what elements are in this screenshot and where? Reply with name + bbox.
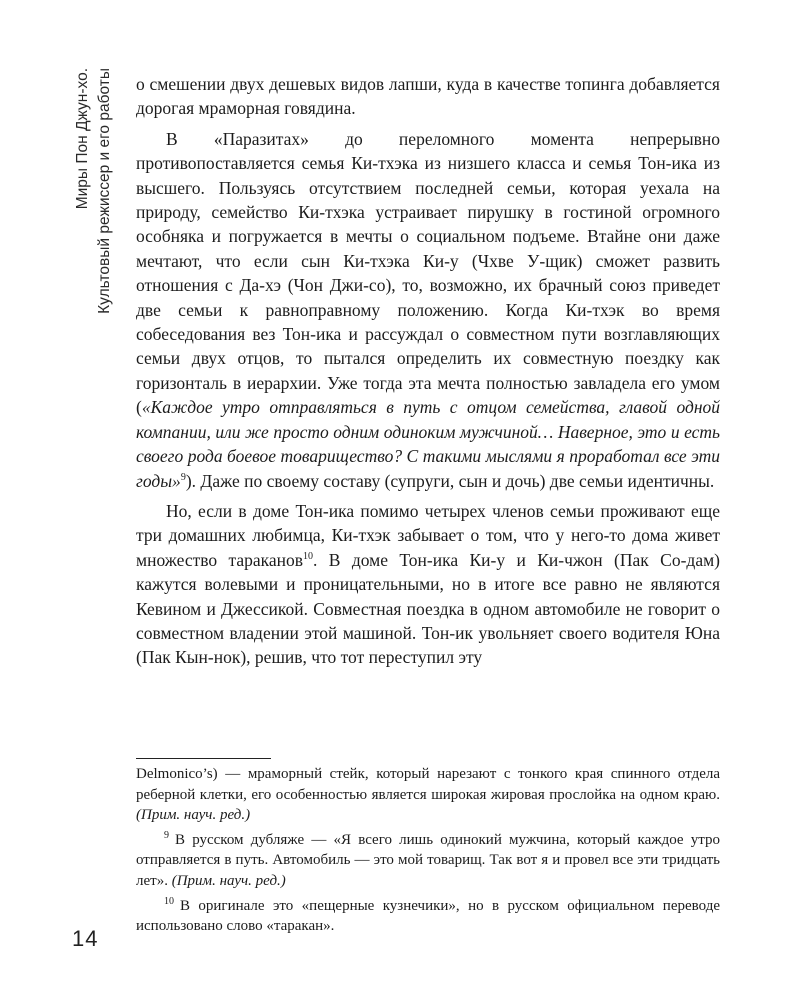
footnote-10 bbox=[136, 896, 720, 937]
footnote-divider bbox=[136, 758, 271, 759]
footnote-continued-text: Delmonico’s) — мраморный стейк, который нарезают с тонкого края спинного отдела реберной клетки, его особенностью является широкая жировая прослойка на одном краю. bbox=[136, 766, 720, 803]
footnote-9-text: В русском дубляже — «Я всего лишь одинокий мужчина, который каждое утро отправляется в путь. Автомобиль — это мой товарищ. Так вот я и провел все эти тридцать лет». bbox=[136, 831, 720, 889]
paragraph-3-text: Но, если в доме Тон-ика помимо четырех членов семьи проживают еще три домашних любимца, Ки-тхэк забывает о том, что у него-то дома живет множество тараканов bbox=[136, 500, 720, 570]
footnote-ref-9[interactable]: 9 bbox=[180, 471, 186, 483]
footnote-ref-10[interactable]: 10 bbox=[303, 550, 314, 562]
footnotes bbox=[136, 764, 720, 937]
running-head-title: Миры Пон Джун-хо. bbox=[74, 68, 91, 210]
footnote-10-number: 10 bbox=[164, 895, 174, 907]
paragraph-2-end: ). Даже по своему составу (супруги, сын и дочь) две семьи идентичны. bbox=[185, 470, 715, 491]
main-text bbox=[136, 72, 720, 670]
paragraph-2-text: В «Паразитах» до переломного момента непрерывно противопоставляется семья Ки-тхэка из низшего класса и семья Тон-ика из высшего. Пользуясь отсутствием последней семьи, которая уехала на природу, семейство Ки-тхэка устраивает пирушку в гостиной огромного особняка и погружается в мечты о социальном подъеме. Втайне они даже мечтают, что если сын Ки-тхэка Ки-у (Чхве У-щик) сможет развить отношения с Да-хэ (Чон Джи-со), то, возможно, их брачный союз приведет две семьи к равноправному положению. Когда Ки-тхэк во время собеседования вез Тон-ика и рассуждал о совместном пути возглавляющих семьи двух отцов, то пытался определить их совместную поездку как горизонталь в иерархии. Уже тогда эта мечта полностью завладела его умом ( bbox=[136, 128, 720, 418]
paragraph-1: о смешении двух дешевых видов лапши, куда в качестве топинга добавляется дорогая мраморная говядина. bbox=[136, 74, 720, 119]
footnote-9 bbox=[136, 830, 720, 892]
page-number: 14 bbox=[72, 926, 99, 951]
footnote-continued bbox=[136, 764, 720, 826]
paragraph-3-end: . В доме Тон-ика Ки-у и Ки-чжон (Пак Со-дам) кажутся волевыми и проницательными, но в итоге все равно не являются Кевином и Джессикой. Совместная поездка в одном автомобиле не говорит о совместном владении этой машиной. Тон-ик увольняет своего водителя Юна (Пак Кын-нок), решив, что тот переступил эту bbox=[136, 549, 721, 668]
footnote-9-number: 9 bbox=[164, 829, 169, 841]
paragraph-2 bbox=[136, 127, 720, 493]
editor-note: (Прим. науч. ред.) bbox=[171, 872, 286, 889]
running-head-subtitle: Культовый режиссер и его работы bbox=[96, 68, 113, 314]
editor-note: (Прим. науч. ред.) bbox=[136, 807, 251, 824]
quote: «Каждое утро отправляться в путь с отцом семейства, главой одной компании, или же просто одним одиноким мужчиной… Наверное, это и есть своего рода боевое товарищество? С такими мыслями я проработал все эти годы» bbox=[136, 397, 720, 491]
running-head-text bbox=[72, 68, 116, 368]
paragraph-3 bbox=[136, 499, 720, 670]
footnote-10-text: В оригинале это «пещерные кузнечики», но в русском официальном переводе использовано слово «таракан». bbox=[136, 897, 720, 935]
